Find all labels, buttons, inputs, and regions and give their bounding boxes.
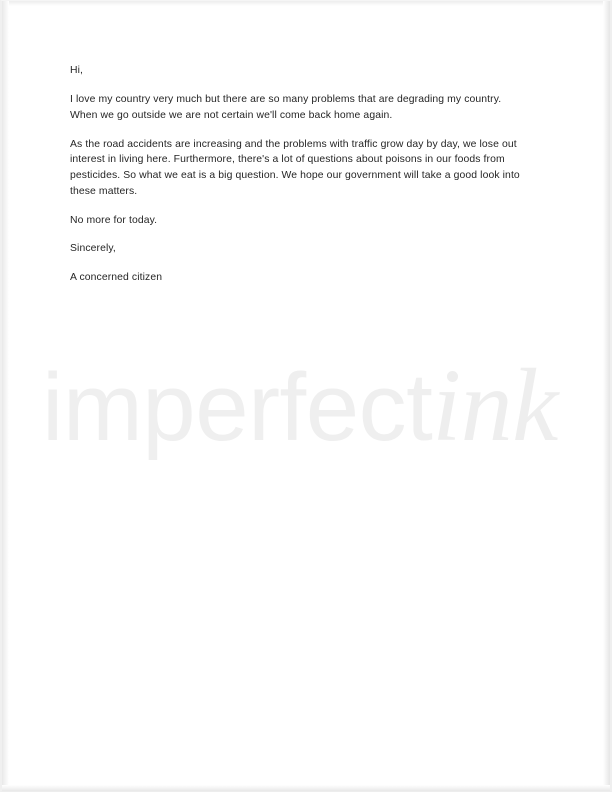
page-edge-right (603, 1, 610, 791)
letter-signature: A concerned citizen (70, 271, 163, 283)
letter-paragraph-1: I love my country very much but there are so many problems that are degrading my country. When we go outside we are not certain we'll come back home again. (70, 94, 502, 121)
watermark-text (42, 348, 558, 463)
watermark-text-primary: imperfect (42, 354, 433, 461)
page-edge-left (2, 1, 9, 791)
letter-body (70, 63, 530, 299)
letter-closing-note: No more for today. (70, 214, 158, 226)
watermark (42, 348, 574, 463)
page-edge-bottom (2, 785, 610, 791)
letter-salutation: Hi, (70, 65, 84, 76)
letter-signoff: Sincerely, (70, 243, 116, 255)
letter-paragraph-2: As the road accidents are increasing and the problems with traffic grow day by day, we lose out interest in living here. Furthermore, there's a lot of questions about poisons in our foods from pesticides. So what we eat is a big question. We hope our government will take a good look into these matters. (70, 138, 520, 197)
page-edge-top (2, 1, 610, 6)
watermark-text-secondary: ink (432, 348, 558, 463)
